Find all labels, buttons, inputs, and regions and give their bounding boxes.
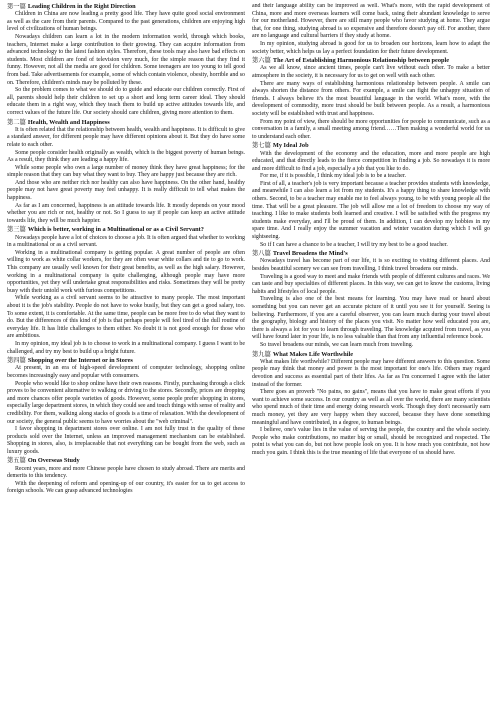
- essay-section: [252, 351, 490, 458]
- essay-paragraph: So the problem comes to what we should do to guide and educate our children correctly. First of all, parents should help their children to set up a short and long term career ideal. They should educate them in a right way, which they teach them to build up active attitudes towards life, and correct values of the future life. Our society should care children, giving more attention to them.: [7, 87, 245, 116]
- essay-heading: [7, 3, 245, 11]
- essay-paragraph: With the development of the economy and the education, more and more people are high educated, and that directly leads to the fierce competition in finding a job. So nowadays it is more and more difficult to find a job, especially a job that you like to do.: [252, 150, 490, 172]
- essay-paragraph: Traveling is also one of the best means for learning. You may have read or heard about something but you can never get an accurate picture of it until you see it for yourself. Seeing is believing. Furthermore, if you are a careful observer, you can learn much during your travel about the geography, biology and history of the places you visit. No matter how well educated you are, there is always a lot for you to learn through traveling. The knowledge acquired from travel, as you will have found later in your life, is no less valuable than that from any influential reference book.: [252, 296, 490, 341]
- essay-section: [252, 142, 490, 249]
- essay-title: Leading Children in the Right Direction: [27, 3, 136, 10]
- essay-paragraph: As far as I am concerned, happiness is an attitude towards life. It mostly depends on your mood whether you are rich or not, healthy or not. So I guess to say if people can keep an active attitude towards life, they will be much happier.: [7, 202, 245, 224]
- essay-title: Shopping over the Internet or in Stores: [27, 357, 133, 365]
- essay-paragraph: First of all, a teacher's job is very important because a teacher provides students with knowledge, and meanwhile I can also learn a lot from my students. It's a happy thing to share knowledge with others. Second, to be a teacher may enable me to feel always young, to be with young people all the time. That will be a great pleasure. The job will allow me a lot of freedom to choose my way of teaching. I like to make students both learned and creative. I will be satisfied with the progress my students make everyday, and I'll be proud of them. In addition, I can develop my hobbies in my spare time. And I really enjoy the summer vacation and winter vacation during which I will go sightseeing.: [252, 180, 490, 241]
- essay-heading: [252, 351, 490, 359]
- essay-heading: [7, 226, 245, 234]
- essay-title: On Overseas Study: [27, 457, 80, 465]
- essay-paragraph: Recent years, more and more Chinese people have chosen to study abroad. There are merits and demerits to this tendency.: [7, 465, 245, 480]
- left-column: [7, 3, 245, 698]
- right-column: [252, 3, 490, 698]
- essay-section: [7, 3, 245, 118]
- essay-paragraph: At present, in an era of high-speed development of computer technology, shopping online becomes increasingly easy and popular with consumers.: [7, 365, 245, 379]
- two-column-layout: [7, 3, 490, 698]
- essay-title: My Ideal Job: [272, 142, 309, 150]
- essay-section: [7, 226, 245, 356]
- essay-paragraph: In my opinion, my ideal job is to choose to work in a multinational company. I guess I want to be challenged, and try my best to build up a bright future.: [7, 340, 245, 355]
- essay-paragraph: For me, if it is possible, I think my ideal job is to be a teacher.: [260, 173, 406, 180]
- essay-title: Which is better, working in a Multinational or as a Civil Servant?: [27, 226, 204, 234]
- essay-paragraph: And those who are neither rich nor healthy can also have happiness. On the other hand, healthy people may not have great poverty may feel unhappy. It is really difficult to tell what makes the happiness.: [7, 179, 245, 202]
- essay-paragraph: Children in China are now leading a pretty good life. They have quite good social environment as well as the care from their parents. Compared to the past generations, children are enjoying high level of civilizations of human beings.: [7, 11, 245, 33]
- essay-number: 第四篇: [7, 357, 26, 365]
- essay-heading: [252, 57, 490, 65]
- essay-paragraph: Some people consider health originally as wealth, which is the biggest poverty of human beings. As a result, they think they are leading a happy life.: [7, 149, 245, 164]
- essay-number: 第三篇: [7, 226, 26, 234]
- essay-paragraph: I favor shopping in department stores over online. I am not fully trust in the quality of these products sold over the Internet, unless an improved management mechanism can be established. Shopping in stores, also, is irreplaceable that not everything can be bought from the web, such as luxury goods.: [7, 426, 245, 455]
- essay-title: Travel Broadens the Mind's: [272, 250, 348, 258]
- essay-title: What Makes Life Worthwhile: [272, 350, 354, 358]
- essay-paragraph: and their language ability can be improved as well. What's more, with the rapid development of China, more and more overseas learners will come back, using their abundant knowledge to serve for our motherland. However, there are still many people who favor studying at home. They argue that, for one thing, studying abroad is so expensive and therefore doesn't pay off. For another, there are no language and cultural barriers if they study at home.: [252, 3, 490, 40]
- essay-heading: [7, 457, 245, 465]
- essay-paragraph: While some people who own a large number of money think they have great happiness; for the simple reason that they can buy what they want to buy. They are happy just because they are rich.: [7, 164, 245, 179]
- essay-section: [252, 3, 490, 56]
- essay-number: 第六篇: [252, 57, 271, 65]
- essay-number: 第五篇: [7, 457, 26, 465]
- essay-paragraph: With the deepening of reform and opening-up of our country, it's easier for us to get access to foreign schools. We can grasp advanced technologies: [7, 480, 245, 495]
- essay-paragraph: Working in a multinational company is getting popular. A great number of people are often willing to work as white collar workers, for they are often wear white collars and tie to go to work. This company are usually well known for their great benefits, as well as the high salary. However, working in a multinational company is quite challenging, although people may have more opportunities, yet they will undertake great responsibilities and risks. Sometimes they will be pretty busy with their untold work with furious competitions.: [7, 249, 245, 294]
- essay-number: 第八篇: [252, 250, 271, 258]
- essay-paragraph: There are many ways of establishing harmonious relationship between people. A smile can always shorten the distance from others. For example, a smile can fight the unhappy situation of friends. I always believe it's the most beautiful language in the world. What's more, with the development of commodity, more trust should be built between people. As a result, a harmonious society will be established with trust and happiness.: [252, 80, 490, 117]
- essay-paragraph: As we all know, since ancient times, people can't live without each other. To make a better atmosphere in the society, it is necessary for us to get on well with each other.: [252, 65, 490, 79]
- essay-paragraph: Nowadays travel has become part of our life, it is so exciting to visiting different places. And besides beautiful scenery we can see from travelling, I think travel broadens our minds.: [252, 258, 490, 273]
- essay-paragraph: People who would like to shop online have their own reasons. Firstly, purchasing through a click proves to be convenient alternative to walking or driving to the stores. Secondly, prices are dropping and more chances offer people varieties of goods. However, some people prefer shopping in stores, especially large department stores, in which they could see and touch things with sense of reality and credibility. For them, walking along stacks of goods is a time of relaxation. With the development of our society, the general public seems to have worries about the "web criminal".: [7, 380, 245, 425]
- essay-title: The Art of Establishing Harmonious Relationship between people: [272, 57, 450, 65]
- essay-section: [252, 57, 490, 141]
- essay-number: 第一篇: [7, 3, 26, 10]
- essay-paragraph: It is often related that the relationship between health, wealth and happiness. It is difficult to give a standard answer, for different people may have different opinions about it. But they do have some relate to each other.: [7, 126, 245, 148]
- essay-title: Health, Wealth and Happiness: [27, 118, 110, 126]
- essay-section: [7, 119, 245, 226]
- essay-paragraph: There goes an proverb "No pains, no gains", means that you have to make great efforts if you want to achieve some success. In our country as well as all over the world, there are many scientists who spend much of their time and energy doing research work. Though they don't necessarily earn much money, yet they are very happy when they succeed, because they have done something meaningful and have contributed, in a degree, to human beings.: [252, 389, 490, 426]
- essay-heading: [252, 142, 490, 150]
- essay-number: 第二篇: [7, 118, 26, 126]
- essay-heading: [7, 119, 245, 127]
- essay-paragraph: Traveling is a good way to meet and make friends with people of different cultures and races. We can taste and buy specialties of different places. In this way, we can get to know the customs, living habits and lifestyles of local people.: [252, 273, 490, 295]
- essay-paragraph: I believe, one's value lies in the value of serving the people, the country and the whole society. People who make contributions, no matter big or small, should be recognized and respected. The point is what you can do, but not how people look on you. It is how much you contribute, not how much you gain. I think this is the true meaning of life that everyone of us should have.: [252, 427, 490, 456]
- essay-section: [7, 457, 245, 496]
- essay-paragraph: While working as a civil servant seems to be attractive to many people. The most important about it is the job's stability. People do not have to woke busily, but they can get a good salary, too. To some extent, it is comfortable. At the same time, people can be more free to do what they want to do. But the differences of this kind of job is that perhaps people will feel tired of the dull routine of everyday life. It has little challenges to them either. No doubt it is not good enough for those who are ambitious.: [7, 295, 245, 340]
- essay-paragraph: So if I can have a chance to be a teacher, I will try my best to be a good teacher.: [260, 241, 448, 248]
- essay-paragraph: From my point of view, there should be more opportunities for people to communicate, such as a conversation in a family, a small meeting among friend……Then making a wonderful world for us to understand each other.: [252, 118, 490, 140]
- essay-paragraph: In my opinion, studying abroad is good for us to broaden our horizons, learn how to adapt the society better, which helps us lay a perfect foundation for their future development.: [252, 40, 490, 55]
- essay-paragraph: What makes life worthwhile? Different people may have different answers to this question. Some people may think that money and power is the most important for one's life. Others may regard devotion and success as essential part of their lifes. As far as I'm concerned I agree with the latter instead of the former.: [252, 358, 490, 388]
- essay-paragraph: So travel broadens our minds, we can learn much from traveling.: [260, 341, 414, 348]
- essay-paragraph: Nowadays people have a lot of choices to choose a job. It is often argued that whether to working in a multinational or as a civil servant.: [7, 234, 245, 249]
- essay-section: [7, 357, 245, 456]
- essay-section: [252, 250, 490, 349]
- essay-paragraph: Nowadays children can learn a lot in the modern information world, through which books, teachers, Internet make a large contribution to their growing. They can acquire information from advanced technology to the latest fashion styles. Therefore, these tools may also have bad effects on students. Most children are fond of television very much, for the simple reason that they find it funny. However, not all the media are good for children. Some teenagers are too young to tell good from bad. Take advertisements for example, some of which contain violence, obesity, horrible and so on. Therefore, children's minds may be polluted by these.: [7, 33, 245, 86]
- essay-number: 第九篇: [252, 350, 271, 358]
- essay-number: 第七篇: [252, 142, 271, 150]
